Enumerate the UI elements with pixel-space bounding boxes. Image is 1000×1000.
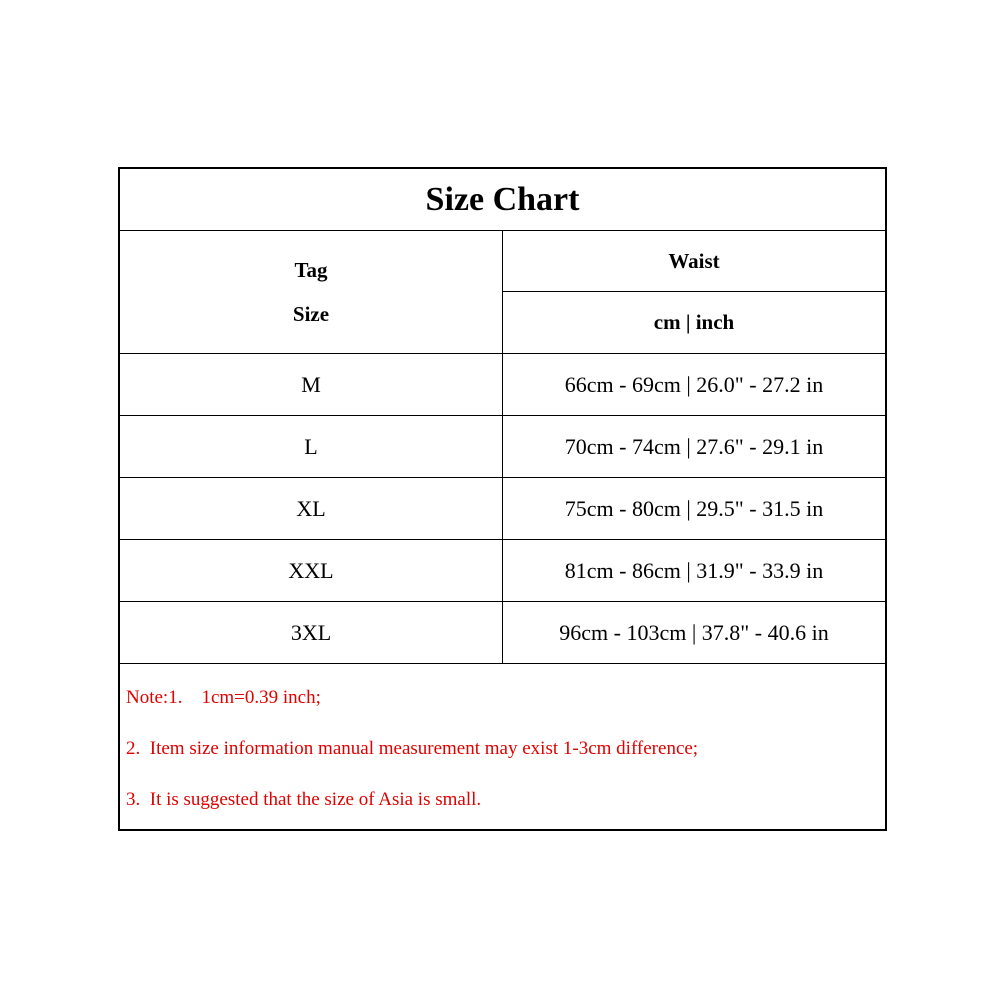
table-row [120, 478, 885, 540]
note-asia-size: 3. It is suggested that the size of Asia is small. [126, 789, 482, 810]
table-row [120, 602, 885, 664]
title-row [120, 169, 885, 231]
note-conversion: Note:1. 1cm=0.39 inch; [126, 687, 321, 708]
waist-range: 81cm - 86cm | 31.9" - 33.9 in [503, 540, 886, 602]
note-measurement: 2. Item size information manual measurement may exist 1-3cm difference; [126, 738, 699, 759]
tag-size-header-line-2: Size [292, 302, 330, 326]
size-label: XXL [120, 540, 503, 602]
size-label: L [120, 416, 503, 478]
waist-range: 75cm - 80cm | 29.5" - 31.5 in [503, 478, 886, 540]
tag-size-header-line-1: Tag [294, 258, 328, 282]
size-label: M [120, 354, 503, 416]
waist-range: 96cm - 103cm | 37.8" - 40.6 in [503, 602, 886, 664]
notes-section [120, 664, 885, 833]
size-label: 3XL [120, 602, 503, 664]
waist-header: Waist [503, 231, 886, 292]
waist-range: 70cm - 74cm | 27.6" - 29.1 in [503, 416, 886, 478]
chart-title: Size Chart [120, 169, 885, 231]
header-row-waist [120, 231, 885, 292]
table-row [120, 540, 885, 602]
table-row [120, 354, 885, 416]
tag-size-header [120, 231, 503, 354]
size-chart [118, 167, 887, 831]
units-header: cm | inch [503, 292, 886, 354]
waist-range: 66cm - 69cm | 26.0" - 27.2 in [503, 354, 886, 416]
size-label: XL [120, 478, 503, 540]
size-table [120, 169, 885, 664]
table-row [120, 416, 885, 478]
